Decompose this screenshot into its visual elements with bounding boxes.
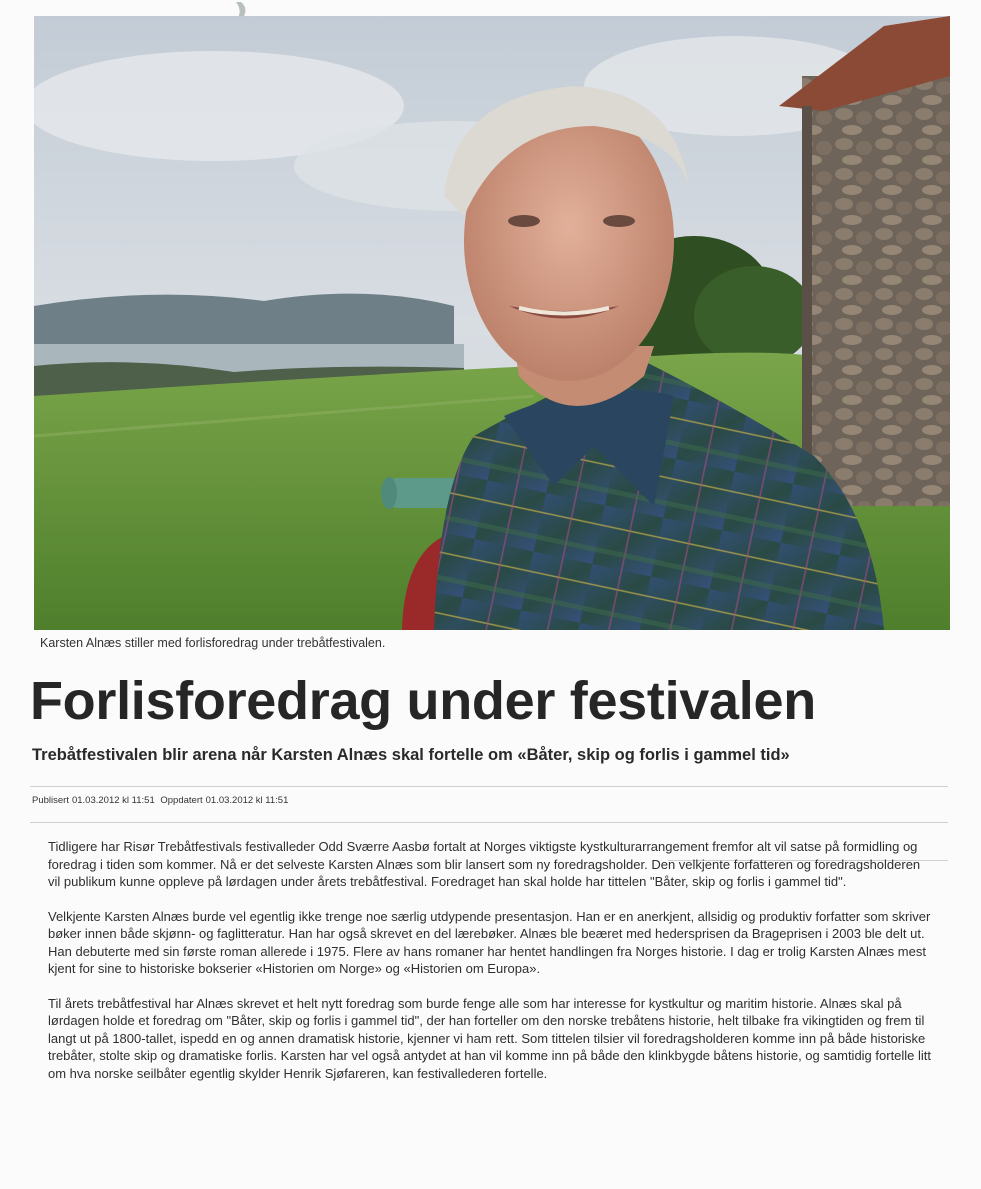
photo-caption: Karsten Alnæs stiller med forlisforedrag under trebåtfestivalen. — [40, 636, 386, 650]
article-headline: Forlisforedrag under festivalen — [30, 671, 816, 731]
divider-top — [30, 786, 948, 787]
article-meta — [32, 795, 291, 806]
article-subheadline: Trebåtfestivalen blir arena når Karsten Alnæs skal fortelle om «Båter, skip og forlis i gammel tid» — [32, 746, 790, 764]
paragraph-1: Tidligere har Risør Trebåtfestivals festivalleder Odd Sværre Aasbø fortalt at Norges viktigste kystkulturarrangement fremfor alt vil satse på formidling og foredrag i tiden som kommer. Nå er det selveste Karsten Alnæs som blir lansert som ny foredragsholder. Den velkjente forfatteren og foredragsholderen vil publikum kunne oppleve på lørdagen under årets trebåtfestival. Foredraget han skal holde har tittelen "Båter, skip og forlis i gammel tid". — [48, 839, 921, 889]
article-photo — [34, 16, 950, 630]
updated-label: Oppdatert — [160, 795, 203, 806]
article-body — [48, 838, 934, 1099]
published-date: 01.03.2012 kl 11:51 — [71, 795, 155, 806]
photo-illustration — [34, 16, 950, 630]
updated-date: 01.03.2012 kl 11:51 — [205, 795, 289, 806]
divider-bottom — [30, 822, 948, 823]
paragraph-3: Til årets trebåtfestival har Alnæs skrevet et helt nytt foredrag som burde fenge alle som har interesse for kystkultur og maritim historie. Alnæs skal på lørdagen holde et foredrag om "Båter, skip og forlis i gammel tid", der han forteller om den norske trebåtens historie, helt tilbake fra vikingtiden og frem til langt ut på 1800-tallet, ispedd en og annen dramatisk historie, kjenner vi ham rett. Som tittelen tilsier vil foredragsholderen komme inn på både historiske trebåter, stolte skip og dramatiske forlis. Karsten har vel også antydet at han vil komme inn på både den klinkbygde båtens historie, og samtidig fortelle litt om hva norske seilbåter egentlig skylder Henrik Sjøfareren, kan festivallederen fortelle. — [48, 995, 932, 1081]
paragraph-2: Velkjente Karsten Alnæs burde vel egentlig ikke trenge noe særlig utdypende presentasjon. Han er en anerkjent, allsidig og produktiv forfatter som skriver bøker innen både skjønn- og faglitteratur. Han har også skrevet en del lærebøker. Alnæs ble beæret med hedersprisen da Brageprisen i 2003 ble delt ut. Han debuterte med sin første roman allerede i 1975. Flere av hans romaner har hentet handlingen fra Norges historie. I dag er trolig Karsten Alnæs mest kjent for sine to historiske bokserier «Historien om Norge» og «Historien om Europa». — [48, 908, 931, 976]
published-label: Publisert — [32, 795, 69, 806]
